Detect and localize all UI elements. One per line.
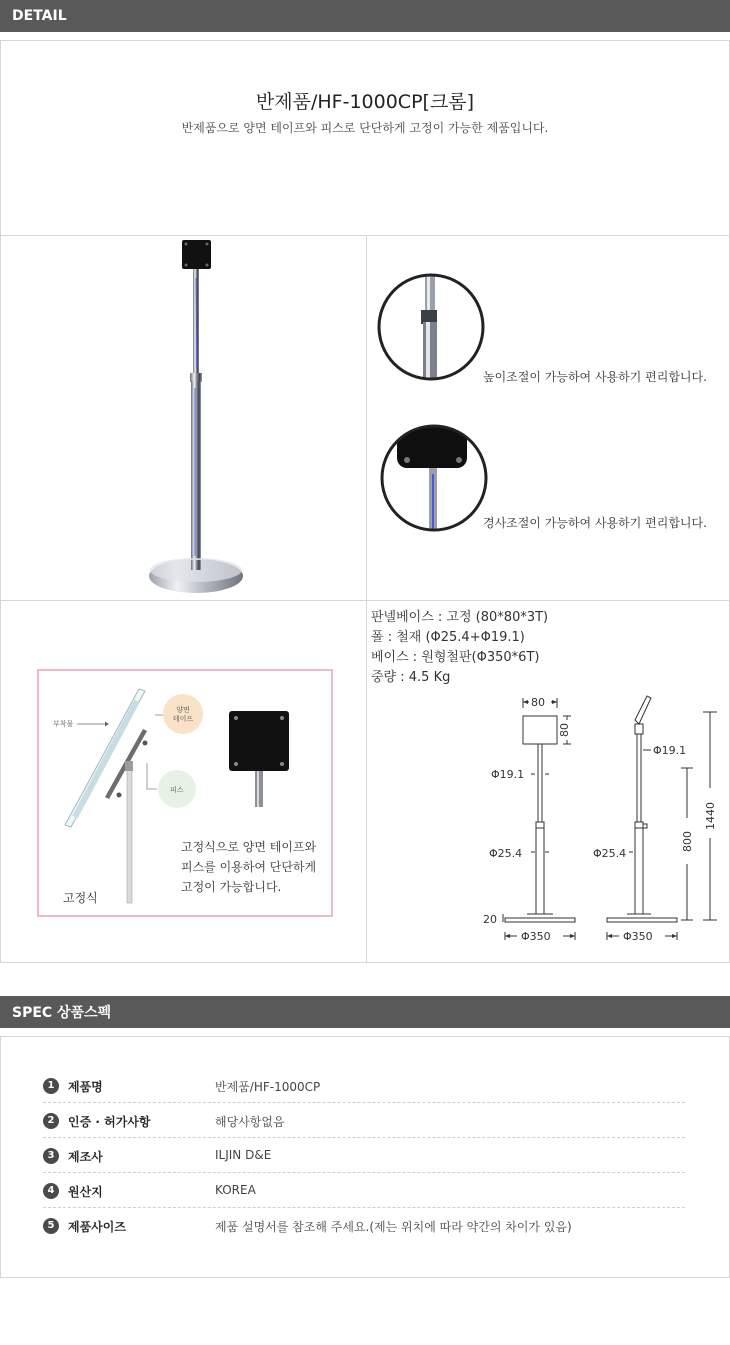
fixing-inset-panel — [229, 711, 289, 771]
detail-grid — [0, 235, 730, 963]
tilt-adjust-closeup — [379, 422, 491, 534]
screw-label: 피스 — [170, 786, 184, 794]
dimension-drawing — [471, 692, 726, 944]
fixing-description: 고정식으로 양면 테이프와 피스를 이용하여 단단하게 고정이 가능합니다. — [181, 840, 317, 894]
spec-key: 제조사 — [68, 1150, 103, 1164]
dim-height-1440: 1440 — [704, 802, 717, 830]
dim-panel-height: 80 — [558, 723, 571, 737]
spec-row — [43, 1104, 685, 1138]
spec-number-badge: 3 — [43, 1148, 59, 1164]
dim-upper-pole: Φ19.1 — [491, 768, 525, 781]
detail-section-header — [0, 0, 730, 32]
product-subtitle: 반제품으로 양면 테이프와 피스로 단단하게 고정이 가능한 제품입니다. — [181, 121, 549, 135]
dim-base-diameter: Φ350 — [521, 930, 551, 943]
dim-right-lower-pole: Φ25.4 — [593, 847, 627, 860]
panel-spec-list — [371, 608, 548, 688]
product-stand-image — [121, 238, 271, 600]
dim-height-800: 800 — [681, 831, 694, 852]
tape-label: 양면 테이프 — [172, 706, 194, 723]
spec-line-base: 베이스 : 원형철판(Φ350*6T) — [371, 650, 540, 665]
grid-divider-vertical — [366, 236, 367, 962]
height-adjust-closeup — [377, 272, 487, 382]
spec-section-header — [0, 996, 730, 1028]
height-adjust-caption: 높이조절이 가능하여 사용하기 편리합니다. — [483, 370, 707, 384]
dim-right-base-diameter: Φ350 — [623, 930, 653, 943]
dim-base-thickness: 20 — [483, 913, 497, 926]
spec-value: 반제품/HF-1000CP — [215, 1080, 321, 1094]
spec-key: 원산지 — [68, 1185, 103, 1199]
spec-value: 제품 설명서를 참조해 주세요.(제는 위치에 따라 약간의 차이가 있음) — [215, 1220, 572, 1234]
spec-row — [43, 1209, 685, 1243]
attach-label: 부착물 — [53, 720, 74, 728]
intro-box — [0, 40, 730, 236]
spec-row — [43, 1069, 685, 1103]
spec-value: KOREA — [215, 1183, 256, 1197]
dim-panel-width: 80 — [531, 696, 545, 709]
spec-row — [43, 1174, 685, 1208]
detail-header-label: DETAIL — [12, 8, 67, 24]
fixing-type-name: 고정식 — [63, 891, 98, 905]
spec-number-badge: 1 — [43, 1078, 59, 1094]
spec-value: 해당사항없음 — [215, 1115, 285, 1129]
spec-row — [43, 1139, 685, 1173]
fixing-method-panel — [37, 669, 333, 917]
spec-key: 인증 · 허가사항 — [68, 1115, 151, 1129]
spec-number-badge: 4 — [43, 1183, 59, 1199]
dim-right-upper-pole: Φ19.1 — [653, 744, 687, 757]
stand-lower-pole — [191, 381, 201, 561]
spec-line-pole: 폴 : 철재 (Φ25.4+Φ19.1) — [371, 630, 525, 645]
grid-divider-horizontal — [1, 600, 729, 601]
stand-height-collar — [190, 373, 202, 382]
spec-header-label: SPEC 상품스펙 — [12, 1005, 112, 1021]
dim-lower-pole: Φ25.4 — [489, 847, 523, 860]
spec-value: ILJIN D&E — [215, 1148, 272, 1162]
spec-key: 제품사이즈 — [68, 1220, 126, 1234]
tilt-adjust-caption: 경사조절이 가능하여 사용하기 편리합니다. — [483, 516, 707, 530]
spec-key: 제품명 — [68, 1080, 103, 1094]
spec-line-weight: 중량 : 4.5 Kg — [371, 670, 451, 685]
product-title: 반제품/HF-1000CP[크롬] — [255, 91, 475, 113]
spec-number-badge: 2 — [43, 1113, 59, 1129]
spec-table — [0, 1036, 730, 1278]
spec-number-badge: 5 — [43, 1218, 59, 1234]
spec-line-panel-base: 판넬베이스 : 고정 (80*80*3T) — [371, 610, 549, 625]
